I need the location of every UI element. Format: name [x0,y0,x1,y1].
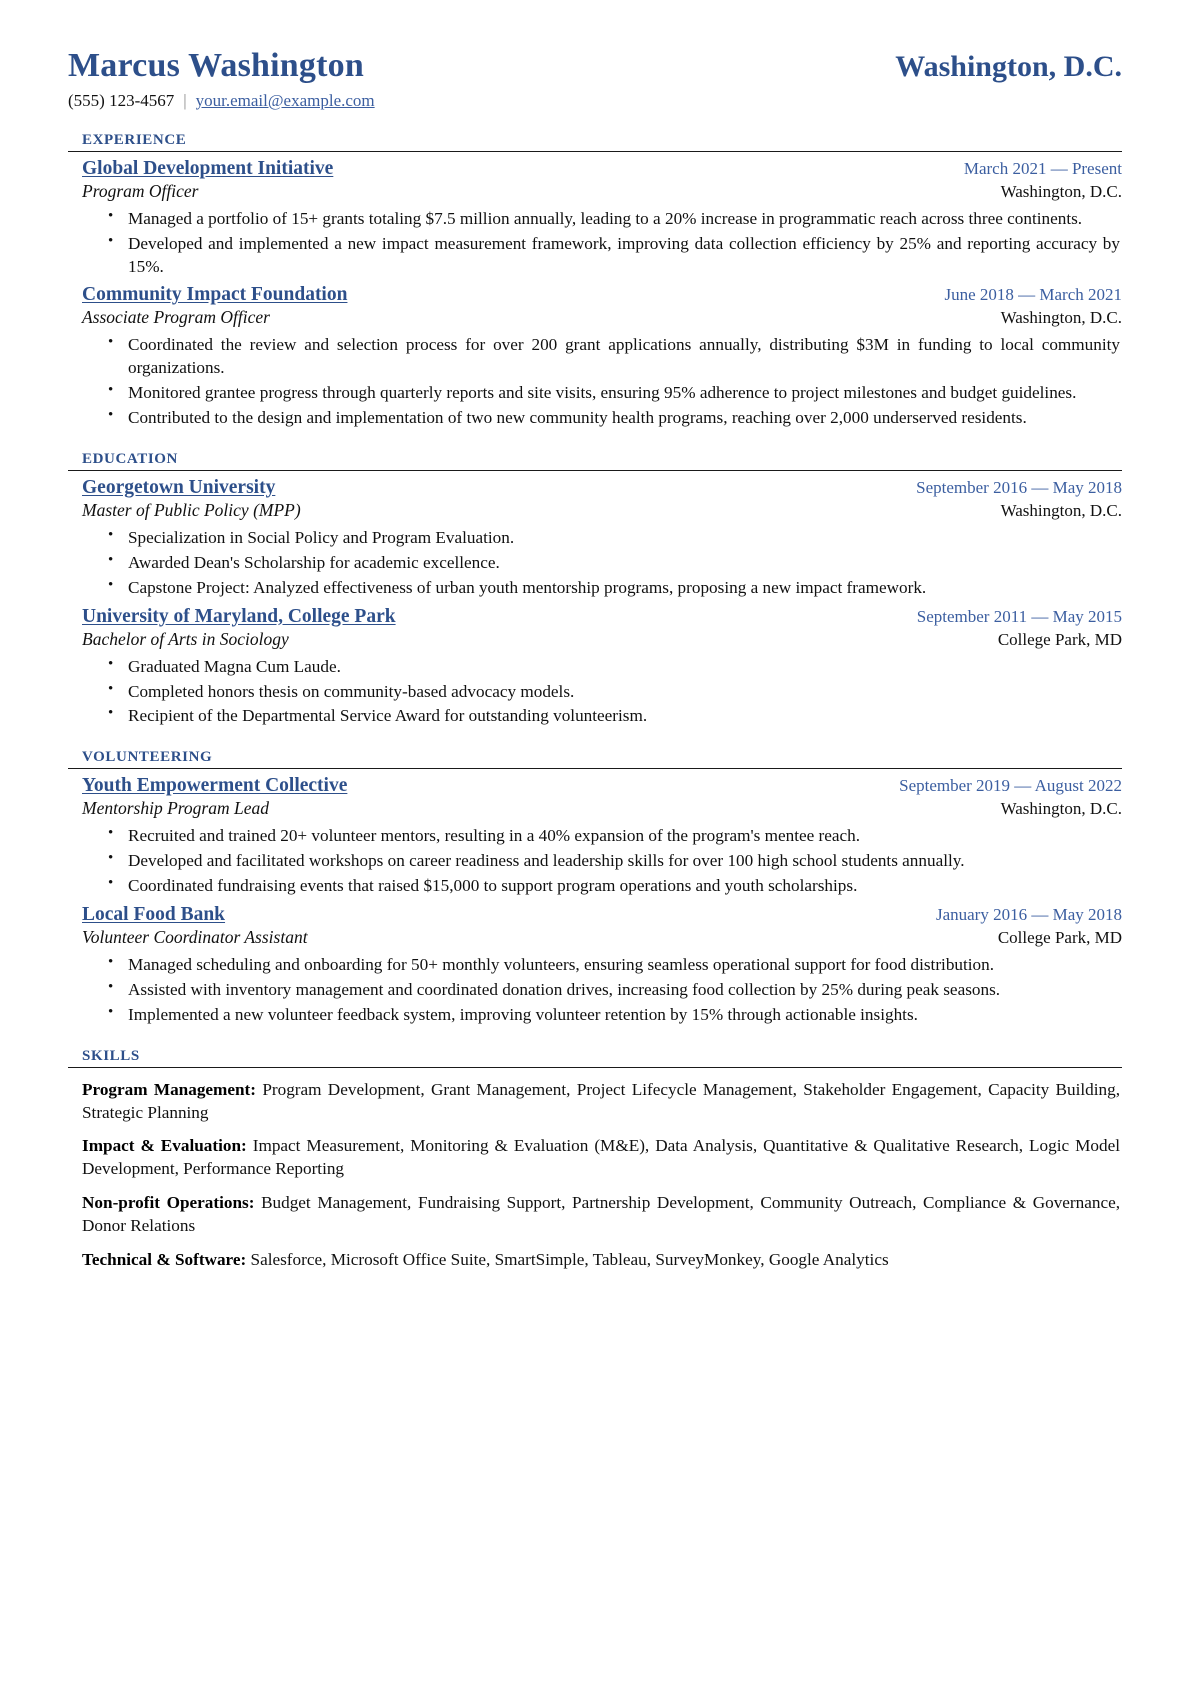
volunteering-entry [68,775,1122,898]
entry-organization[interactable]: University of Maryland, College Park [82,605,396,627]
entry-location: College Park, MD [997,927,1122,947]
candidate-name: Marcus Washington [68,47,364,84]
entry-dates: January 2016 — May 2018 [935,904,1122,924]
entry-header [68,477,1122,499]
bullet-item: • Coordinated the review and selection process for over 200 grant applications annually, distributing $3M in funding to local community organizations. [108,334,1122,380]
section-rule [68,1067,1122,1068]
bullet-item: • Graduated Magna Cum Laude. [108,656,1122,679]
bullet-item: • Coordinated fundraising events that raised $15,000 to support program operations and youth scholarships. [108,875,1122,898]
section-rule [68,151,1122,152]
section-rule [68,470,1122,471]
entry-location: College Park, MD [997,629,1122,649]
section-title-volunteering: volunteering [82,742,213,767]
section-education [68,445,1122,728]
education-entry [68,606,1122,729]
skill-category-label: Program Management: [82,1079,256,1099]
entry-header [68,158,1122,180]
entry-location: Washington, D.C. [1000,308,1122,328]
entry-dates: September 2019 — August 2022 [899,776,1122,796]
bullet-item: • Awarded Dean's Scholarship for academic excellence. [108,552,1122,575]
entry-subheader [68,798,1122,819]
bullet-item: • Implemented a new volunteer feedback system, improving volunteer retention by 15% through actionable insights. [108,1004,1122,1027]
email-link[interactable]: your.email@example.com [195,90,375,110]
entry-organization[interactable]: Community Impact Foundation [82,284,348,306]
bullet-item: • Monitored grantee progress through quarterly reports and site visits, ensuring 95% adherence to project milestones and budget guidelines. [108,382,1122,405]
entry-location: Washington, D.C. [1000,799,1122,819]
experience-entry [68,158,1122,279]
section-title-education: education [82,443,178,468]
entry-subheader [68,500,1122,521]
contact-line [68,91,1122,111]
contact-separator: | [183,90,187,110]
entry-bullet-list [68,208,1122,279]
bullet-item: • Contributed to the design and implementation of two new community health programs, reaching over 2,000 underserved residents. [108,407,1122,430]
skill-group [68,1192,1122,1238]
bullet-item: • Recipient of the Departmental Service Award for outstanding volunteerism. [108,705,1122,728]
entry-dates: September 2011 — May 2015 [916,606,1122,626]
bullet-item: • Recruited and trained 20+ volunteer mentors, resulting in a 40% expansion of the program's mentee reach. [108,825,1122,848]
volunteering-entry [68,904,1122,1027]
skill-category-label: Non-profit Operations: [82,1193,255,1213]
bullet-item: • Specialization in Social Policy and Program Evaluation. [108,527,1122,550]
bullet-item: • Developed and facilitated workshops on career readiness and leadership skills for over 100 high school students annually. [108,850,1122,873]
entry-header [68,904,1122,926]
skill-group [68,1079,1122,1125]
education-entry [68,477,1122,600]
section-volunteering [68,743,1122,1026]
entry-subheader [68,307,1122,328]
entry-organization[interactable]: Georgetown University [82,477,276,498]
entry-role: Associate Program Officer [82,307,270,328]
bullet-item: • Managed scheduling and onboarding for 50+ monthly volunteers, ensuring seamless operational support for food distribution. [108,954,1122,977]
entry-role: Mentorship Program Lead [82,798,269,819]
section-experience [68,126,1122,430]
section-rule [68,768,1122,769]
entry-degree: Bachelor of Arts in Sociology [82,628,289,649]
entry-dates: March 2021 — Present [963,158,1122,178]
phone-number: (555) 123-4567 [68,90,175,110]
entry-dates: June 2018 — March 2021 [944,285,1122,305]
section-skills [68,1042,1122,1272]
experience-entry [68,284,1122,430]
entry-dates: September 2016 — May 2018 [916,478,1122,497]
entry-role: Program Officer [82,180,199,201]
skill-group [68,1249,1122,1272]
entry-subheader [68,181,1122,202]
entry-bullet-list [68,334,1122,430]
entry-subheader [68,927,1122,948]
resume-header [68,48,1122,84]
skill-category-label: Impact & Evaluation: [82,1136,247,1156]
entry-organization[interactable]: Local Food Bank [82,903,226,925]
bullet-item: • Managed a portfolio of 15+ grants totaling $7.5 million annually, leading to a 20% increase in programmatic reach across three continents. [108,208,1122,231]
entry-bullet-list [68,954,1122,1027]
entry-organization[interactable]: Youth Empowerment Collective [82,775,348,797]
entry-organization[interactable]: Global Development Initiative [82,157,334,179]
entry-bullet-list [68,656,1122,729]
skill-items: Impact Measurement, Monitoring & Evaluation (M&E), Data Analysis, Quantitative & Qualitative Research, Logic Model Development, Performance Reporting [82,1136,1120,1179]
skill-items: Program Development, Grant Management, Project Lifecycle Management, Stakeholder Engagement, Capacity Building, Strategic Planning [82,1079,1121,1122]
bullet-item: • Completed honors thesis on community-based advocacy models. [108,681,1122,704]
entry-bullet-list [68,825,1122,898]
skill-items: Budget Management, Fundraising Support, Partnership Development, Community Outreach, Compliance & Governance, Donor Relations [82,1193,1121,1236]
section-title-skills: skills [82,1040,140,1065]
entry-header [68,284,1122,306]
entry-bullet-list [68,527,1122,600]
bullet-item: • Developed and implemented a new impact measurement framework, improving data collection efficiency by 25% and reporting accuracy by 15%. [108,233,1122,279]
section-title-experience: experience [82,124,187,149]
bullet-item: • Assisted with inventory management and coordinated donation drives, increasing food collection by 25% during peak seasons. [108,979,1122,1002]
skill-category-label: Technical & Software: [82,1249,247,1269]
entry-header [68,606,1122,628]
entry-degree: Master of Public Policy (MPP) [82,500,301,520]
entry-location: Washington, D.C. [1000,181,1122,201]
bullet-item: • Capstone Project: Analyzed effectiveness of urban youth mentorship programs, proposing a new impact framework. [108,577,1122,600]
skill-items: Salesforce, Microsoft Office Suite, SmartSimple, Tableau, SurveyMonkey, Google Analytics [250,1249,889,1269]
candidate-location: Washington, D.C. [895,50,1122,83]
entry-role: Volunteer Coordinator Assistant [82,926,308,947]
entry-location: Washington, D.C. [1000,501,1122,520]
entry-subheader [68,629,1122,650]
entry-header [68,775,1122,797]
skill-group [68,1135,1122,1181]
